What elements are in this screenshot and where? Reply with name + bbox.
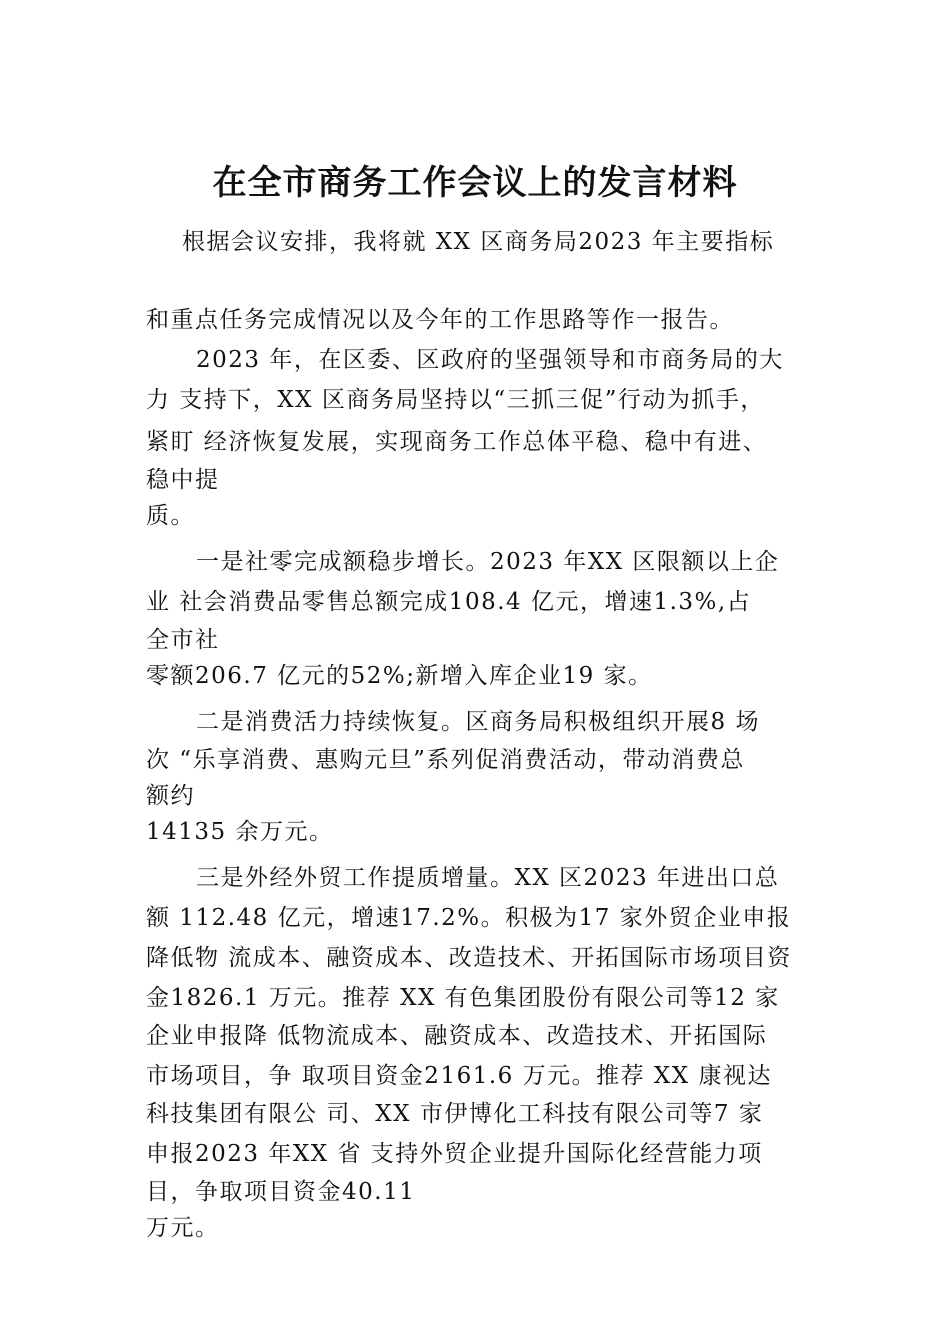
paragraph-line: 二是消费活力持续恢复。区商务局积极组织开展8 场 — [196, 709, 760, 735]
paragraph-line: 三是外经外贸工作提质增量。XX 区2023 年进出口总 — [196, 865, 780, 891]
paragraph-line: 质。 — [146, 503, 195, 529]
paragraph-line: 额 112.48 亿元，增速17.2%。积极为17 家外贸企业申报 — [146, 905, 792, 931]
paragraph-line: 降低物 流成本、融资成本、改造技术、开拓国际市场项目资 — [146, 945, 792, 971]
paragraph-line: 金1826.1 万元。推荐 XX 有色集团股份有限公司等12 家 — [146, 985, 780, 1011]
paragraph-line: 根据会议安排，我将就 XX 区商务局2023 年主要指标 — [182, 229, 775, 255]
paragraph-line: 额约 — [146, 783, 195, 809]
paragraph-line: 企业申报降 低物流成本、融资成本、改造技术、开拓国际 — [146, 1023, 768, 1049]
paragraph-line: 万元。 — [146, 1215, 220, 1241]
document-title: 在全市商务工作会议上的发言材料 — [212, 163, 738, 203]
paragraph-line: 次 “乐享消费、惠购元旦”系列促消费活动，带动消费总 — [146, 747, 745, 773]
paragraph-line: 稳中提 — [146, 467, 220, 493]
paragraph-line: 14135 余万元。 — [146, 819, 334, 845]
paragraph-line: 零额206.7 亿元的52%;新增入库企业19 家。 — [146, 663, 653, 689]
paragraph-line: 力 支持下，XX 区商务局坚持以“三抓三促”行动为抓手， — [146, 387, 765, 413]
paragraph-line: 目，争取项目资金40.11 — [146, 1179, 416, 1205]
paragraph-line: 业 社会消费品零售总额完成108.4 亿元，增速1.3%,占 — [146, 589, 752, 615]
paragraph-line: 一是社零完成额稳步增长。2023 年XX 区限额以上企 — [196, 549, 780, 575]
paragraph-line: 2023 年，在区委、区政府的坚强领导和市商务局的大 — [196, 347, 784, 373]
paragraph-line: 市场项目，争 取项目资金2161.6 万元。推荐 XX 康视达 — [146, 1063, 772, 1089]
paragraph-line: 和重点任务完成情况以及今年的工作思路等作一报告。 — [146, 307, 734, 333]
paragraph-line: 申报2023 年XX 省 支持外贸企业提升国际化经营能力项 — [146, 1141, 763, 1167]
paragraph-line: 紧盯 经济恢复发展，实现商务工作总体平稳、稳中有进、 — [146, 429, 768, 455]
paragraph-line: 全市社 — [146, 627, 220, 653]
paragraph-line: 科技集团有限公 司、XX 市伊博化工科技有限公司等7 家 — [146, 1101, 764, 1127]
